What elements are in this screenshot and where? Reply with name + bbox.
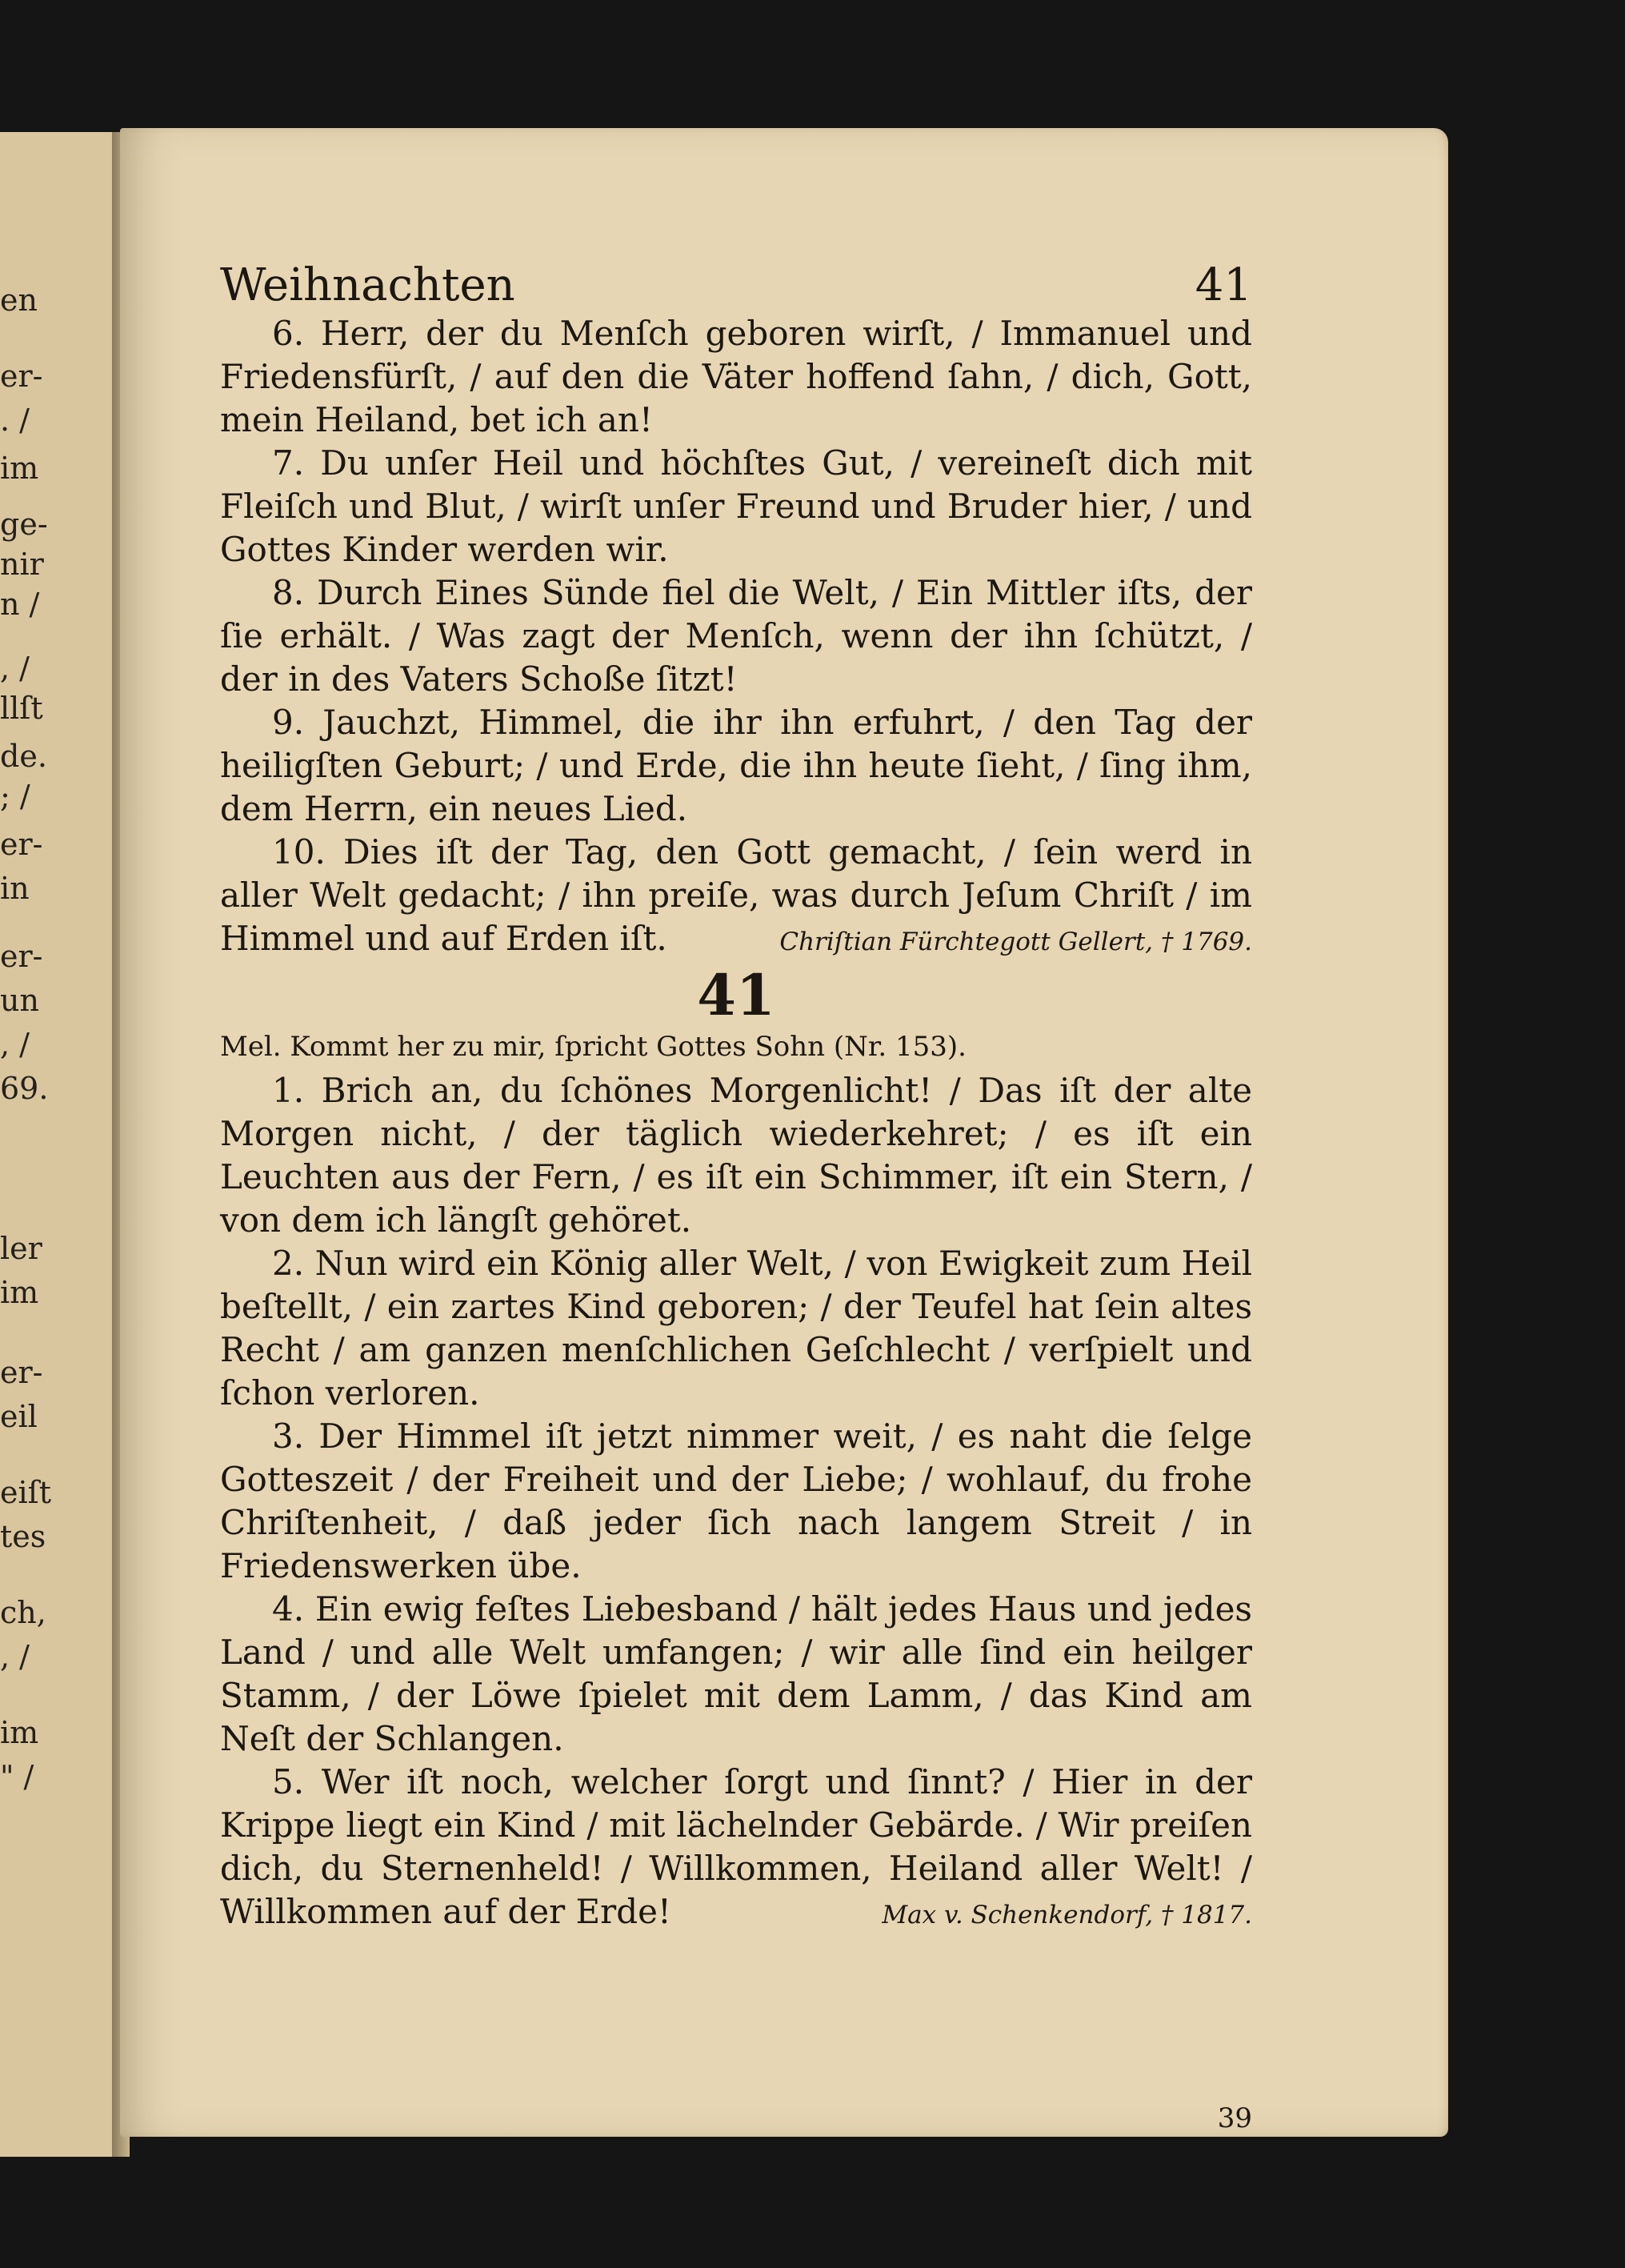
left-page-text-fragment: im bbox=[0, 1715, 39, 1750]
verse: 2. Nun wird ein König aller Welt, / von Ewigkeit zum Heil beſtellt, / ein zartes Kind geboren; / der Teufel hat ſein altes Recht / am ganzen menſchlichen Geſchlecht / verſpielt und ſchon verloren. bbox=[220, 1244, 1252, 1412]
left-page-text-fragment: llſt bbox=[0, 691, 43, 726]
verse: 1. Brich an, du ſchönes Morgenlicht! / Das iſt der alte Morgen nicht, / der täglich wiederkehret; / es iſt ein Leuchten aus der Fern, / es iſt ein Schimmer, iſt ein Stern, / von dem ich längſt gehöret. bbox=[220, 1071, 1252, 1240]
page-content bbox=[220, 259, 1252, 2134]
left-page-text-fragment: in bbox=[0, 871, 30, 906]
hymn-number-header: 41 bbox=[1195, 259, 1252, 311]
left-page-text-fragment: er- bbox=[0, 359, 43, 394]
page-number: 39 bbox=[1217, 2102, 1252, 2134]
left-page-text-fragment: ch, bbox=[0, 1595, 46, 1630]
verse: 9. Jauchzt, Himmel, die ihr ihn erfuhrt, / den Tag der heiligſten Geburt; / und Erde, die ihn heute ſieht, / ſing ihm, dem Herrn, ein neues Lied. bbox=[220, 703, 1252, 828]
verse: 6. Herr, der du Menſch geboren wirſt, / Immanuel und Friedensfürſt, / auf den die Väter hoffend ſahn, / dich, Gott, mein Heiland, bet ich an! bbox=[220, 314, 1252, 439]
left-page-text-fragment: de. bbox=[0, 739, 47, 774]
left-page-text-fragment: eil bbox=[0, 1399, 38, 1434]
left-page-text-fragment: , / bbox=[0, 651, 30, 686]
left-page-text-fragment: un bbox=[0, 983, 39, 1018]
left-page-text-fragment: tes bbox=[0, 1519, 46, 1554]
left-page-text-fragment: im bbox=[0, 451, 39, 486]
verse bbox=[220, 831, 1252, 960]
left-page-text-fragment: er- bbox=[0, 827, 43, 862]
left-page-text-fragment: nir bbox=[0, 547, 44, 582]
left-page-text-fragment: 69. bbox=[0, 1071, 49, 1106]
verse bbox=[220, 1761, 1252, 1933]
left-page-text-fragment: ler bbox=[0, 1231, 42, 1266]
verse: 4. Ein ewig feſtes Liebesband / hält jedes Haus und jedes Land / und alle Welt umfangen; / wir alle ſind ein heilger Stamm, / der Löwe ſpielet mit dem Lamm, / das Kind am Neſt der Schlangen. bbox=[220, 1589, 1252, 1758]
previous-page-fragment bbox=[0, 132, 125, 2157]
left-page-text-fragment: er- bbox=[0, 939, 43, 974]
left-page-text-fragment: eiſt bbox=[0, 1475, 51, 1510]
hymn-a bbox=[220, 312, 1252, 960]
left-page-text-fragment: en bbox=[0, 282, 38, 318]
author-credit: Max v. Schenkendorf, † 1817. bbox=[882, 1901, 1252, 1929]
left-page-text-fragment: er- bbox=[0, 1355, 43, 1390]
left-page-text-fragment: ge- bbox=[0, 507, 48, 542]
verse: 7. Du unſer Heil und höchſtes Gut, / vereineſt dich mit Fleiſch und Blut, / wirſt unſer Freund und Bruder hier, / und Gottes Kinder werden wir. bbox=[220, 443, 1252, 569]
left-page-text-fragment: ; / bbox=[0, 779, 30, 814]
left-page-text-fragment: , / bbox=[0, 1639, 30, 1674]
left-page-text-fragment: , / bbox=[0, 1027, 30, 1062]
left-page-text-fragment: . / bbox=[0, 403, 30, 438]
verse: 3. Der Himmel iſt jetzt nimmer weit, / es naht die ſelge Gotteszeit / der Freiheit und der Liebe; / wohlauf, du frohe Chriſtenheit, / daß jeder ſich nach langem Streit / in Friedenswerken übe. bbox=[220, 1416, 1252, 1585]
hymn-number: 41 bbox=[697, 962, 775, 1028]
book-page bbox=[120, 128, 1448, 2137]
verse-text: 5. Wer iſt noch, welcher ſorgt und ſinnt? / Hier in der Krippe liegt ein Kind / mit lächelnder Gebärde. / Wir preiſen dich, du Sternenheld! / Willkommen, Heiland aller Welt! / Willkommen auf der Erde! bbox=[220, 1762, 1252, 1931]
melody-note: Mel. Kommt her zu mir, ſpricht Gottes Sohn (Nr. 153). bbox=[220, 1031, 967, 1063]
running-header bbox=[220, 259, 1252, 311]
author-credit: Chriſtian Fürchtegott Gellert, † 1769. bbox=[779, 928, 1252, 956]
left-page-text-fragment: im bbox=[0, 1275, 39, 1310]
section-title: Weihnachten bbox=[220, 259, 515, 311]
left-page-text-fragment: " / bbox=[0, 1759, 34, 1794]
hymn-b bbox=[220, 1069, 1252, 1933]
left-page-text-fragment: n / bbox=[0, 587, 40, 622]
verse-text: 10. Dies iſt der Tag, den Gott gemacht, / ſein werd in aller Welt gedacht; / ihn preiſe, was durch Jeſum Chriſt / im Himmel und auf Erden iſt. bbox=[220, 832, 1252, 958]
verse: 8. Durch Eines Sünde fiel die Welt, / Ein Mittler iſts, der ſie erhält. / Was zagt der Menſch, wenn der ihn ſchützt, / der in des Vaters Schoße ſitzt! bbox=[220, 573, 1252, 699]
